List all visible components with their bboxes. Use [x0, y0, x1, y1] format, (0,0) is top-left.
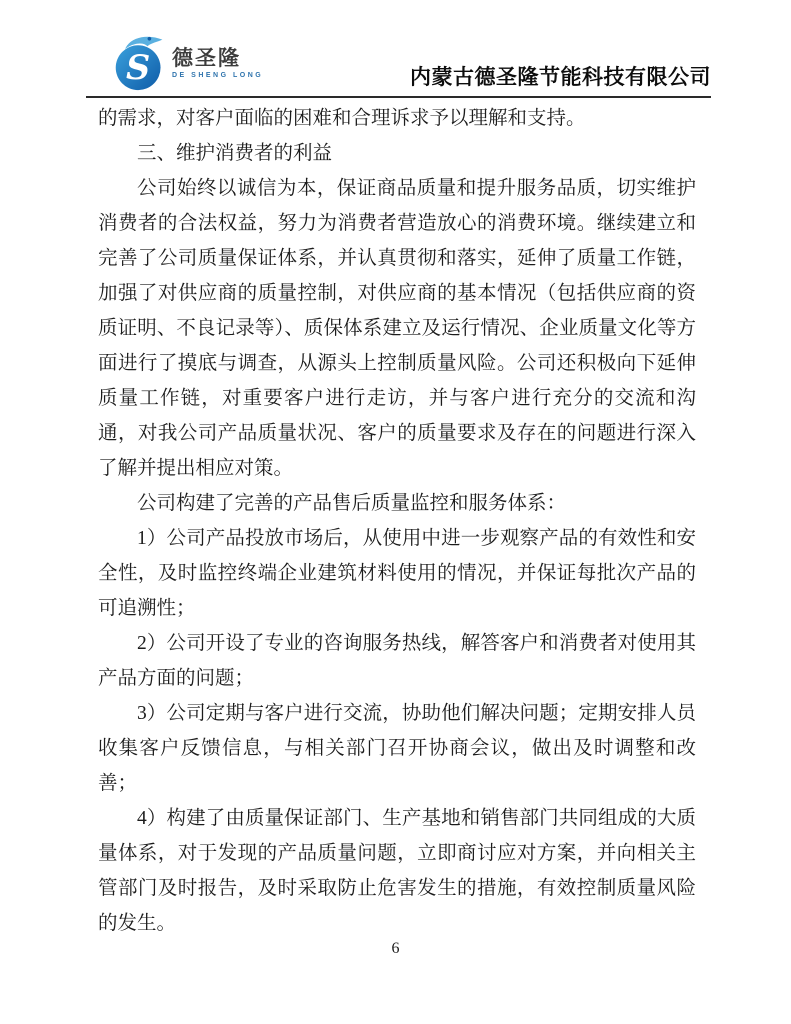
paragraph: 公司始终以诚信为本，保证商品质量和提升服务品质，切实维护消费者的合法权益，努力为消费者营造放心的消费环境。继续建立和完善了公司质量保证体系，并认真贯彻和落实，延伸了质量工作链，加强了对供应商的质量控制，对供应商的基本情况（包括供应商的资质证明、不良记录等）、质保体系建立及运行情况、企业质量文化等方面进行了摸底与调查，从源头上控制质量风险。公司还积极向下延伸质量工作链，对重要客户进行走访，并与客户进行充分的交流和沟通，对我公司产品质量状况、客户的质量要求及存在的问题进行深入了解并提出相应对策。 [98, 178, 696, 479]
page-number: 6 [391, 940, 400, 957]
page-header [86, 30, 711, 98]
document-body [98, 101, 696, 941]
list-item-paragraph: 1）公司产品投放市场后，从使用中进一步观察产品的有效性和安全性，及时监控终端企业建筑材料使用的情况，并保证每批次产品的可追溯性； [98, 528, 696, 619]
company-logo [112, 34, 263, 92]
logo-text-block [172, 48, 263, 79]
svg-text:S: S [126, 46, 151, 87]
paragraph-continuation: 的需求，对客户面临的困难和合理诉求予以理解和支持。 [98, 108, 586, 129]
paragraph: 公司构建了完善的产品售后质量监控和服务体系： [137, 493, 567, 514]
section-heading: 三、维护消费者的利益 [137, 143, 333, 164]
dragon-s-logo-icon [112, 34, 168, 92]
logo-chinese-name: 德圣隆 [172, 46, 241, 70]
list-item-paragraph: 3）公司定期与客户进行交流，协助他们解决问题；定期安排人员收集客户反馈信息，与相关部门召开协商会议，做出及时调整和改善； [98, 703, 696, 794]
list-item-paragraph: 2）公司开设了专业的咨询服务热线，解答客户和消费者对使用其产品方面的问题； [98, 633, 696, 689]
logo-english-name: DE SHENG LONG [172, 71, 264, 79]
list-item-paragraph: 4）构建了由质量保证部门、生产基地和销售部门共同组成的大质量体系，对于发现的产品质量问题，立即商讨应对方案，并向相关主管部门及时报告，及时采取防止危害发生的措施，有效控制质量风险的发生。 [98, 808, 696, 934]
company-name-title: 内蒙古德圣隆节能科技有限公司 [410, 65, 711, 89]
